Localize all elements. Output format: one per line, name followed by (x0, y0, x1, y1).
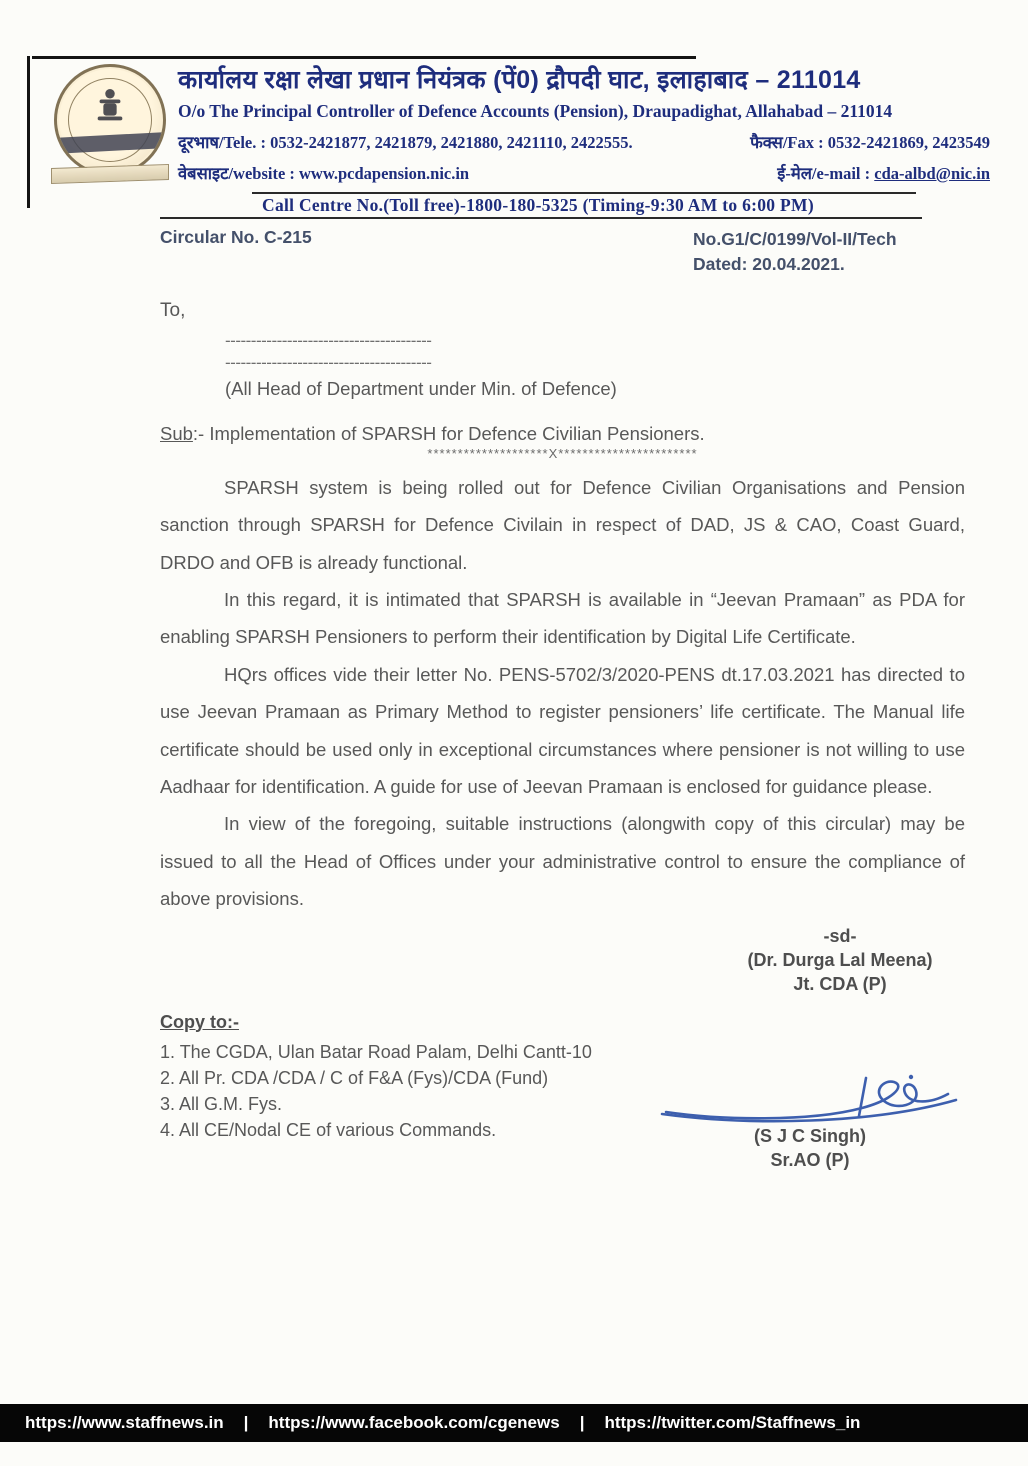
signatory-block (715, 925, 965, 996)
paragraph-4: In view of the foregoing, suitable instructions (alongwith copy of this circular) may be issued to all the Head of Offices under your administrative control to ensure the compliance of above provisions. (160, 813, 965, 909)
addressee-blank-line-1: ---------------------------------------- (225, 330, 432, 350)
letter-body (160, 300, 965, 1143)
addressee-blank-line-2: ---------------------------------------- (225, 352, 432, 372)
sd-mark: -sd- (823, 926, 857, 947)
scan-border-top (32, 56, 696, 59)
subject-label: Sub (160, 422, 193, 444)
subject-text: :- Implementation of SPARSH for Defence Civilian Pensioners. (192, 422, 705, 444)
seal-ribbon (51, 164, 169, 184)
ashoka-emblem-icon (91, 85, 129, 131)
file-number: No.G1/C/0199/Vol-II/Tech (693, 229, 897, 249)
paragraph-1: SPARSH system is being rolled out for Defence Civilian Organisations and Pension sanction through SPARSH for Defence Civilain in respect of DAD, JS & CAO, Coast Guard, DRDO and OFB is already functional. (160, 476, 965, 573)
signatory2-name: (S J C Singh) (754, 1126, 866, 1146)
footer-bar (0, 1404, 1028, 1442)
phone-fax-row (178, 130, 990, 153)
reference-row (160, 227, 965, 278)
paragraph-2: In this regard, it is intimated that SPARSH is available in “Jeevan Pramaan” as PDA for enabling SPARSH Pensioners to perform their identification by Digital Life Certificate. (160, 589, 965, 648)
header-rule-top (252, 192, 916, 194)
file-reference-block (693, 227, 965, 278)
addressee-text: (All Head of Department under Min. of Defence) (225, 377, 617, 399)
office-title-hindi: कार्यालय रक्षा लेखा प्रधान नियंत्रक (पें0) द्रौपदी घाट, इलाहाबाद – 211014 (178, 66, 861, 94)
telephone-numbers: दूरभाष/Tele. : 0532-2421877, 2421879, 2421880, 2421110, 2422555. (178, 133, 633, 152)
website-address: वेबसाइट/website : www.pcdapension.nic.in (178, 164, 470, 183)
header-rule-bottom (160, 217, 922, 219)
seal-circle (54, 64, 166, 176)
footer-link-facebook[interactable]: https://www.facebook.com/cgenews (268, 1413, 560, 1432)
email-address: ई-मेल/e-mail : cda-albd@nic.in (777, 164, 990, 183)
circular-number: Circular No. C-215 (160, 227, 312, 247)
footer-link-twitter[interactable]: https://twitter.com/Staffnews_in (604, 1413, 861, 1432)
copy-to-item-2: 2. All Pr. CDA /CDA / C of F&A (Fys)/CDA (Fund) (160, 1067, 549, 1088)
star-divider: ********************X*********************** (427, 445, 698, 461)
subject-line (160, 423, 965, 445)
scan-border-left (27, 56, 30, 208)
footer-link-staffnews[interactable]: https://www.staffnews.in (25, 1413, 224, 1432)
handwritten-signature-icon (660, 1072, 960, 1128)
signatory2-designation: Sr.AO (P) (770, 1150, 850, 1171)
email-link[interactable]: cda-albd@nic.in (874, 164, 990, 183)
second-signatory-block (650, 1072, 970, 1173)
addressee-block (225, 330, 965, 401)
paragraph-3: HQrs offices vide their letter No. PENS-5702/3/2020-PENS dt.17.03.2021 has directed to use Jeevan Pramaan as Primary Method to register pensioners’ life certificate. The Manual life certificate should be used only in exceptional circumstances where pensioner is not willing to use Aadhaar for identification. A guide for use of Jeevan Pramaan is enclosed for guidance please. (160, 663, 965, 797)
copy-to-item-1: 1. The CGDA, Ulan Batar Road Palam, Delhi Cantt-10 (160, 1041, 592, 1062)
copy-to-item-4: 4. All CE/Nodal CE of various Commands. (160, 1119, 497, 1140)
office-title-english: O/o The Principal Controller of Defence Accounts (Pension), Draupadighat, Allahabad – 211014 (178, 101, 893, 121)
fax-numbers: फैक्स/Fax : 0532-2421869, 2423549 (750, 133, 990, 152)
footer-separator-2: | (579, 1413, 585, 1432)
signatory-name: (Dr. Durga Lal Meena) (747, 950, 933, 971)
office-seal-logo (48, 64, 172, 200)
footer-separator-1: | (243, 1413, 249, 1432)
letter-date: Dated: 20.04.2021. (693, 254, 845, 275)
web-email-row (178, 161, 990, 184)
copy-to-heading: Copy to:- (160, 1011, 239, 1032)
signatory-designation: Jt. CDA (P) (793, 973, 887, 994)
copy-to-item-3: 3. All G.M. Fys. (160, 1093, 283, 1114)
salutation-to: To, (160, 299, 186, 321)
call-centre-text: Call Centre No.(Toll free)-1800-180-5325 (Timing-9:30 AM to 6:00 PM) (262, 195, 814, 215)
